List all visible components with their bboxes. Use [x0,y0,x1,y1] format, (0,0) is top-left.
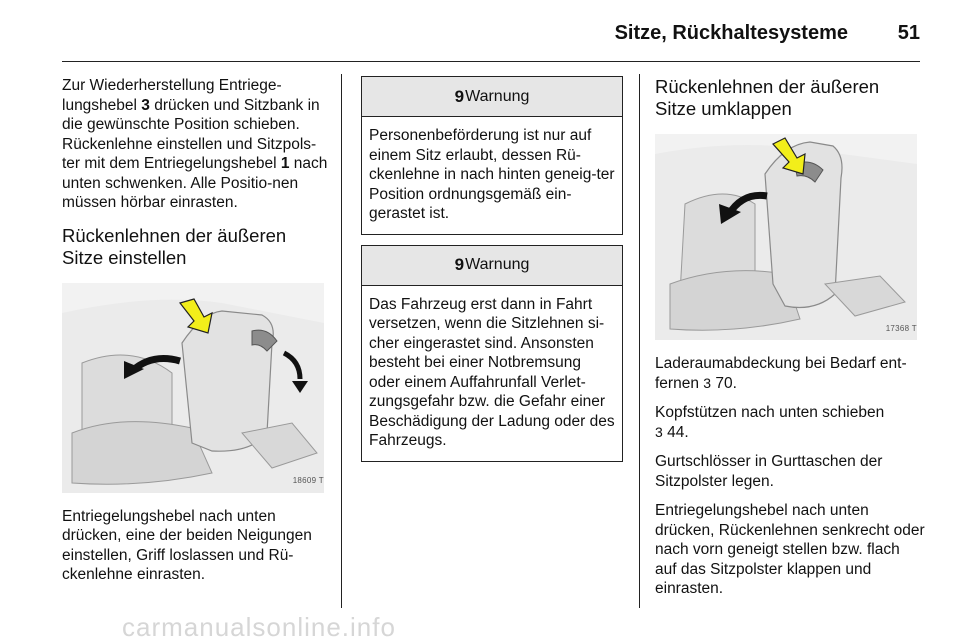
column-divider [341,74,342,608]
warning-box [361,245,623,462]
instruction-paragraph: Entriegelungshebel nach unten drücken, Rückenlehnen senkrecht oder nach vorn geneigt stellen bzw. flach auf das Sitzpolster klappen und einrasten. [655,502,925,597]
figure-code: 18609 T [292,476,324,485]
warning-text: Personenbeförderung ist nur auf einem Sitz erlaubt, dessen Rü-ckenlehne in nach hinten geneig-ter Position ordnungsgemäß ein-gerastet ist. [369,127,615,222]
seat-fold-figure [655,134,917,340]
page-number: 51 [897,22,920,44]
watermark: carmanualsonline.info [122,612,396,642]
figure-code: 17368 T [885,323,917,333]
instruction-paragraph: Kopfstützen nach unten schieben 3 44. [655,404,885,441]
warning-title: Warnung [465,87,530,105]
section-heading-adjust: Rückenlehnen der äußeren Sitze einstellen [62,224,287,268]
seat-adjust-illustration [62,283,324,493]
instruction-paragraph: Laderaumabdeckung bei Bedarf ent-fernen 3 70. [655,355,907,392]
column-left [62,76,328,595]
instruction-paragraph: Gurtschlösser in Gurttaschen der Sitzpolster legen. [655,453,883,490]
lever-number-3: 3 [141,96,150,114]
warning-icon: 9 [454,86,465,106]
warning-header [362,246,622,286]
section-heading-fold: Rückenlehnen der äußeren Sitze umklappen [655,76,880,119]
figure-caption: Entriegelungshebel nach unten drücken, eine der beiden Neigungen einstellen, Griff loslassen und Rü-ckenlehne einrasten. [62,507,312,583]
warning-title: Warnung [465,256,530,274]
warning-header [362,77,622,117]
column-divider [639,74,640,608]
page-reference-icon: 3 [655,423,663,440]
warning-text: Das Fahrzeug erst dann in Fahrt versetzen, wenn die Sitzlehnen si-cher eingerastet sind. Ansonsten besteht bei einer Notbremsung oder einem Auffahrunfall Verlet-zungsgefahr bzw. die Gefahr einer Beschädigung der Ladung oder des Fahrzeugs. [369,295,615,449]
column-middle [361,76,623,472]
intro-paragraph: Zur Wiederherstellung Entriege-lungshebel 3 drücken und Sitzbank in die gewünschte Position schieben. Rückenlehne einstellen und Sitzpols-ter mit dem Entriegelungshebel 1 nach unten schwenken. Alle Positio-nen müssen hörbar einrasten. [62,77,328,211]
seat-adjust-figure [62,283,324,493]
page-header [62,22,920,62]
column-right [655,76,925,599]
warning-icon: 9 [454,255,465,275]
warning-box [361,76,623,235]
page-title: Sitze, Rückhaltesysteme [614,22,848,44]
seat-fold-illustration [655,134,917,340]
lever-number-1: 1 [280,155,290,172]
page-reference-icon: 3 [703,374,712,391]
